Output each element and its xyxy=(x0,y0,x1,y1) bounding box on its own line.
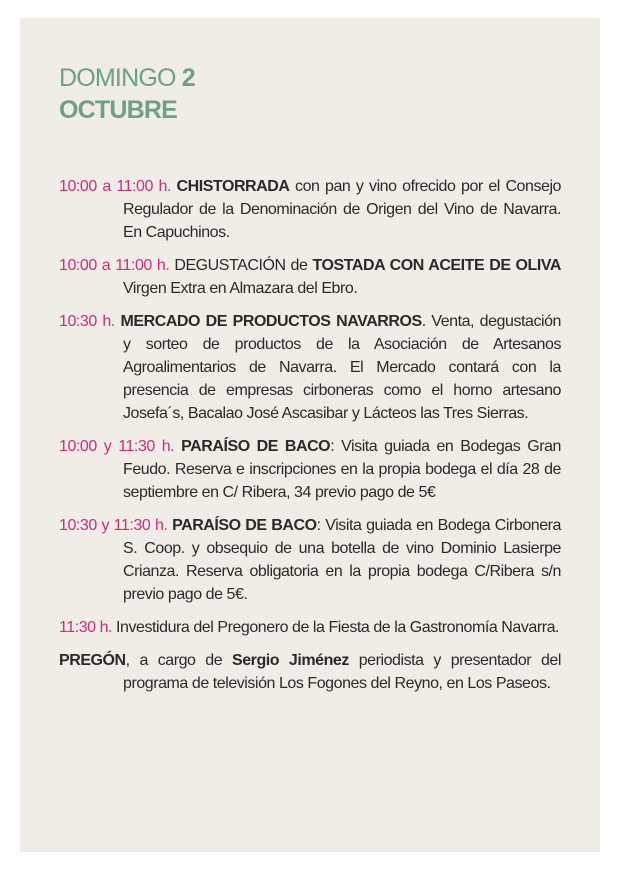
event-list xyxy=(59,175,561,705)
event-text: , a cargo de xyxy=(125,652,232,669)
event-text: Virgen Extra en Almazara del Ebro. xyxy=(123,280,358,297)
day-label: DOMINGO xyxy=(59,64,176,92)
event-highlight: MERCADO DE PRODUCTOS NAVARROS xyxy=(120,313,422,330)
event-highlight: Sergio Jiménez xyxy=(232,652,349,669)
event-time: 10:00 a 11:00 h. xyxy=(59,257,170,274)
event-time: 10:30 y 11:30 h. xyxy=(59,517,168,534)
event-time: 10:00 a 11:00 h. xyxy=(59,178,171,195)
event-highlight: TOSTADA CON ACEITE DE OLIVA xyxy=(312,257,561,274)
event-entry xyxy=(59,435,561,504)
event-text: DEGUSTACIÓN de xyxy=(174,257,313,274)
event-time: 10:30 h. xyxy=(59,313,115,330)
event-highlight: PARAÍSO DE BACO xyxy=(181,438,331,455)
day-number: 2 xyxy=(181,64,195,92)
page-title xyxy=(59,62,195,126)
event-text: Investidura del Pregonero de la Fiesta de la Gastronomía Navarra. xyxy=(116,619,560,636)
event-text: periodista y presentador del programa de televisión Los Fogones del Reyno, en Los Paseos. xyxy=(123,652,561,692)
month-label: OCTUBRE xyxy=(59,96,178,124)
event-entry xyxy=(59,649,561,695)
event-time: 10:00 y 11:30 h. xyxy=(59,438,175,455)
event-entry xyxy=(59,175,561,244)
event-entry xyxy=(59,514,561,606)
event-text: con pan y vino ofrecido por el Consejo Regulador de la Denominación de Origen del Vino de Navarra. En Capuchinos. xyxy=(123,178,561,241)
event-entry xyxy=(59,254,561,300)
event-text: . Venta, degustación y sorteo de productos de la Asociación de Artesanos Agroalimentarios de Navarra. El Mercado contará con la presencia de empresas cirboneras como el horno artesano Josefa´s, Bacalao José Ascasibar y Lácteos las Tres Sierras. xyxy=(123,313,562,422)
event-highlight: PARAÍSO DE BACO xyxy=(172,517,317,534)
event-time: 11:30 h. xyxy=(59,619,113,636)
event-text: : Visita guiada en Bodega Cirbonera S. Coop. y obsequio de una botella de vino Dominio Lasierpe Crianza. Reserva obligatoria en la propia bodega C/Ribera s/n previo pago de 5€. xyxy=(123,517,561,603)
event-highlight: CHISTORRADA xyxy=(176,178,290,195)
event-text: : Visita guiada en Bodegas Gran Feudo. Reserva e inscripciones en la propia bodega el día 28 de septiembre en C/ Ribera, 34 previo pago de 5€ xyxy=(123,438,561,501)
event-highlight: PREGÓN xyxy=(59,652,126,669)
event-entry xyxy=(59,310,561,425)
event-entry xyxy=(59,616,561,639)
